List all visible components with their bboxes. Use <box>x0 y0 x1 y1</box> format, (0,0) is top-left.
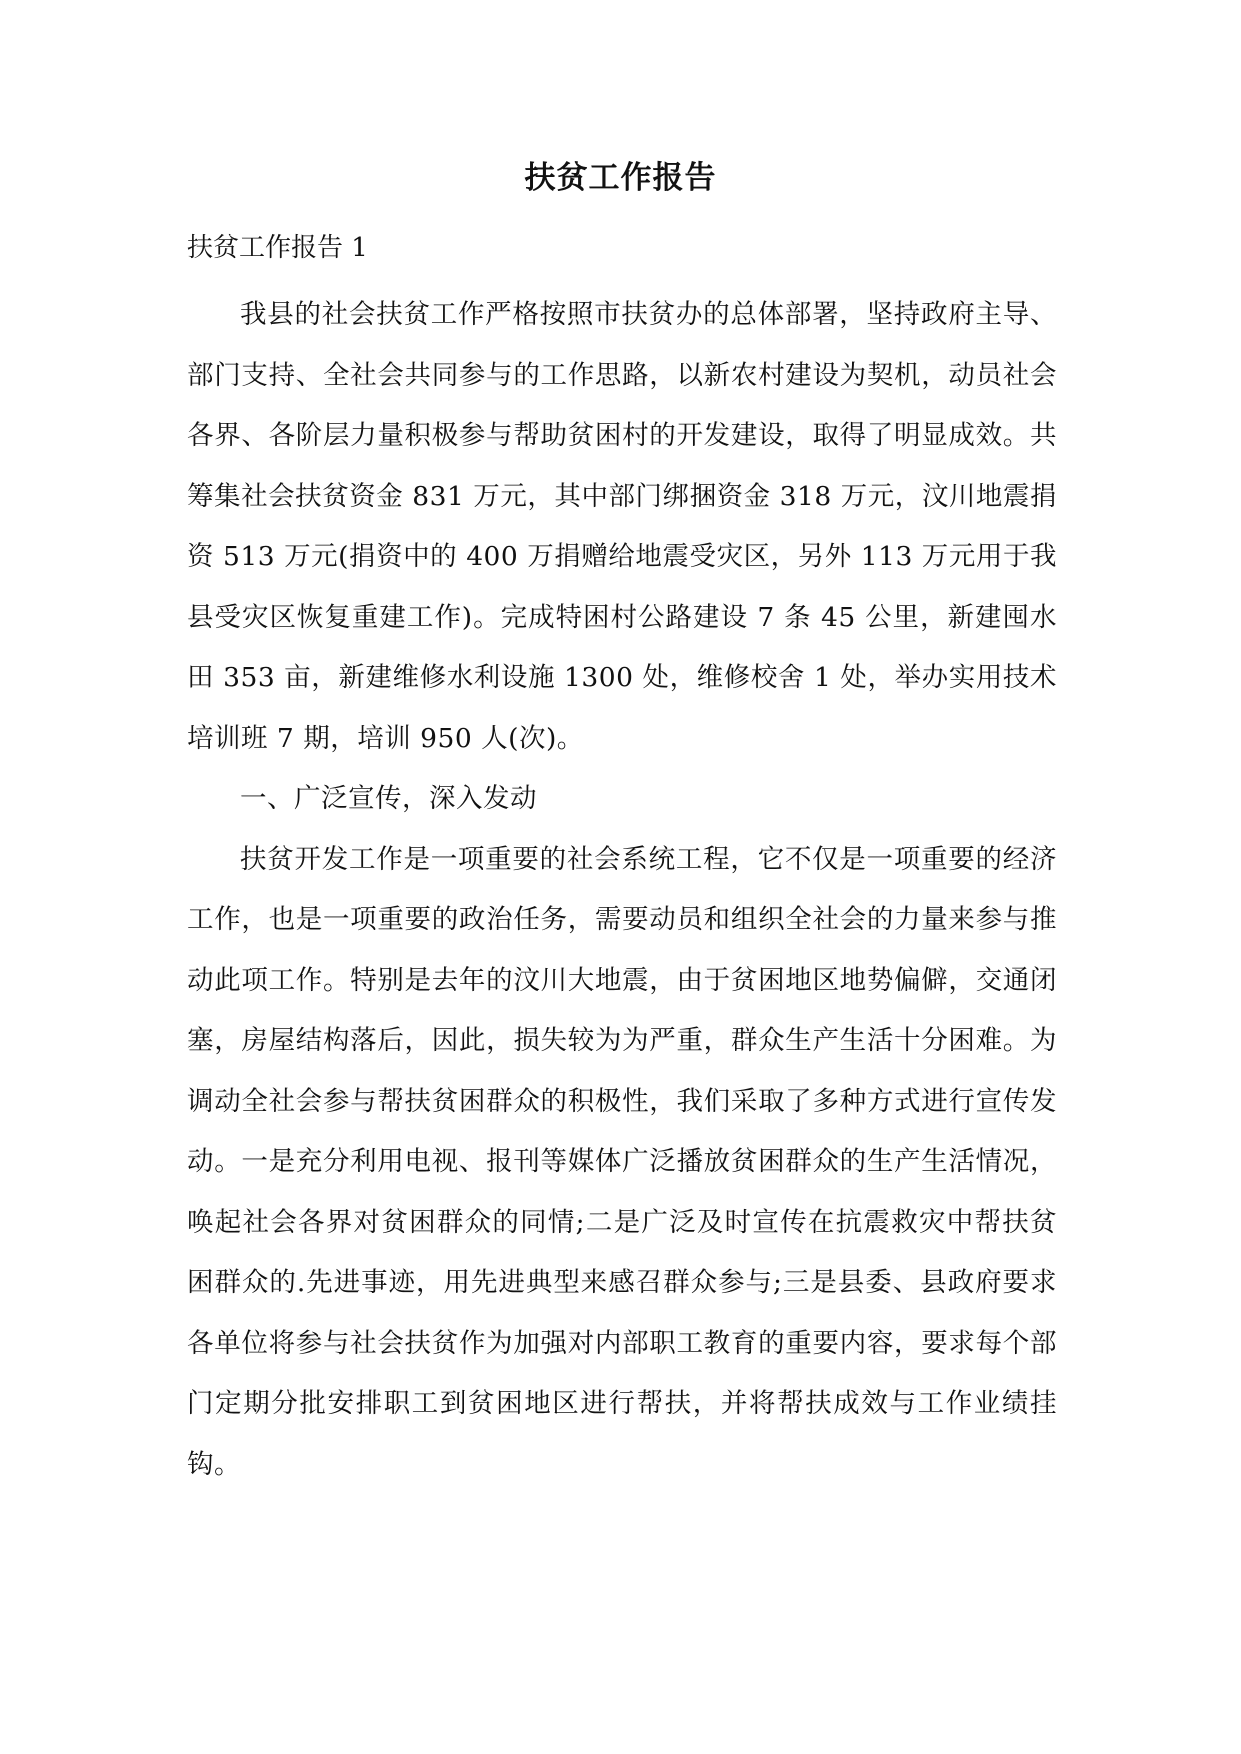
section-heading-1: 一、广泛宣传，深入发动 <box>240 783 537 814</box>
document-subtitle: 扶贫工作报告 1 <box>187 233 368 263</box>
document-body <box>187 285 1057 1495</box>
body-paragraph-intro: 我县的社会扶贫工作严格按照市扶贫办的总体部署，坚持政府主导、部门支持、全社会共同参与的工作思路，以新农村建设为契机，动员社会各界、各阶层力量积极参与帮助贫困村的开发建设，取得了明显成效。共筹集社会扶贫资金 831 万元，其中部门绑捆资金 318 万元，汶川地震捐资 513 万元(捐资中的 400 万捐赠给地震受灾区，另外 113 万元用于我县受灾区恢复重建工作)。完成特困村公路建设 7 条 45 公里，新建囤水田 353 亩，新建维修水利设施 1300 处，维修校舍 1 处，举办实用技术培训班 7 期，培训 950 人(次)。 <box>187 299 1057 754</box>
body-paragraph-section-1: 扶贫开发工作是一项重要的社会系统工程，它不仅是一项重要的经济工作，也是一项重要的政治任务，需要动员和组织全社会的力量来参与推动此项工作。特别是去年的汶川大地震，由于贫困地区地势偏僻，交通闭塞，房屋结构落后，因此，损失较为为严重，群众生产生活十分困难。为调动全社会参与帮扶贫困群众的积极性，我们采取了多种方式进行宣传发动。一是充分利用电视、报刊等媒体广泛播放贫困群众的生产生活情况，唤起社会各界对贫困群众的同情;二是广泛及时宣传在抗震救灾中帮扶贫困群众的.先进事迹，用先进典型来感召群众参与;三是县委、县政府要求各单位将参与社会扶贫作为加强对内部职工教育的重要内容，要求每个部门定期分批安排职工到贫困地区进行帮扶，并将帮扶成效与工作业绩挂钩。 <box>187 843 1057 1480</box>
document-title: 扶贫工作报告 <box>524 160 717 196</box>
